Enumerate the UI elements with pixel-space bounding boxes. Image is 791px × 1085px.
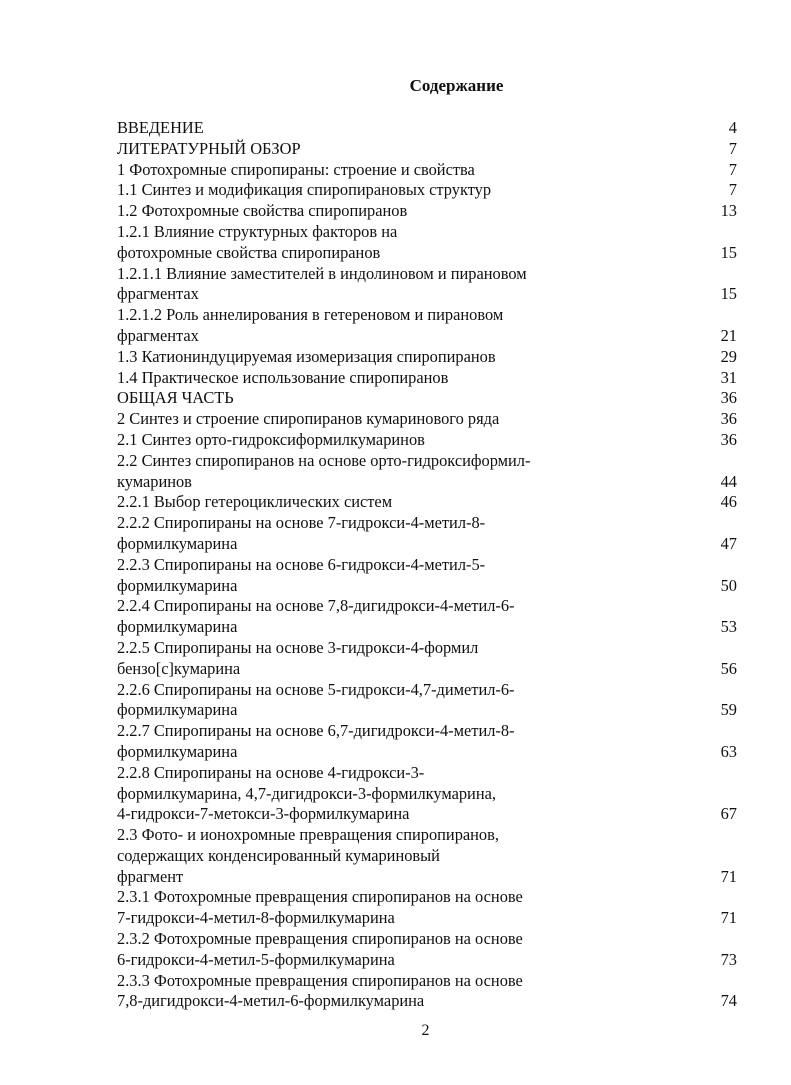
toc-entry-line: 2.1 Синтез орто-гидроксиформилкумаринов xyxy=(117,429,425,449)
toc-entry-title xyxy=(117,555,697,597)
toc-entry xyxy=(117,388,737,409)
toc-entry-title xyxy=(117,409,697,430)
toc-entry-line: 1.4 Практическое использование спиропиранов xyxy=(117,367,449,387)
toc-entry-title xyxy=(117,347,697,368)
toc-entry-page: 31 xyxy=(720,367,737,387)
toc-entry xyxy=(117,596,737,638)
toc-entry xyxy=(117,409,737,430)
toc-entry-page: 73 xyxy=(720,949,737,969)
toc-entry-title xyxy=(117,305,697,347)
toc-entry-page: 29 xyxy=(720,346,737,366)
page-number: 2 xyxy=(421,1022,430,1039)
toc-entry-page: 47 xyxy=(720,533,737,553)
toc-entry-line: 2.2.8 Спиропираны на основе 4-гидрокси-3- xyxy=(117,762,425,782)
toc-entry-line: 1.2.1.1 Влияние заместителей в индолиновом и пирановом xyxy=(117,263,527,283)
toc-entry-page: 7 xyxy=(728,159,737,179)
toc-entry-title xyxy=(117,825,697,887)
toc-entry xyxy=(117,763,737,825)
toc-entry xyxy=(117,368,737,389)
toc-entry xyxy=(117,555,737,597)
toc-entry-title xyxy=(117,160,697,181)
toc-entry-page: 63 xyxy=(720,741,737,761)
toc-entry xyxy=(117,118,737,139)
toc-entry xyxy=(117,160,737,181)
toc-entry-page: 7 xyxy=(728,180,737,200)
toc-entry-page: 15 xyxy=(720,242,737,262)
toc-entry xyxy=(117,347,737,368)
toc-entry-line: 2.2 Синтез спиропиранов на основе орто-гидроксиформил- xyxy=(117,450,531,470)
toc-entry-line: фрагмент xyxy=(117,866,184,886)
toc-entry-line: 2.2.3 Спиропираны на основе 6-гидрокси-4-метил-5- xyxy=(117,554,486,574)
toc-entry-line: формилкумарина xyxy=(117,575,238,595)
toc-entry-title xyxy=(117,118,697,139)
toc-entry xyxy=(117,513,737,555)
toc-entry-line: формилкумарина xyxy=(117,700,238,720)
toc-entry-line: фрагментах xyxy=(117,284,199,304)
toc-entry-title xyxy=(117,180,697,201)
toc-entry-page: 53 xyxy=(720,617,737,637)
toc-entry-line: 2.3.3 Фотохромные превращения спиропиранов на основе xyxy=(117,970,523,990)
toc-entry-line: формилкумарина xyxy=(117,533,238,553)
toc-entry xyxy=(117,201,737,222)
toc-entry-page: 59 xyxy=(720,700,737,720)
toc-entry-line: 6-гидрокси-4-метил-5-формилкумарина xyxy=(117,949,395,969)
toc-entry xyxy=(117,680,737,722)
toc-entry-page: 4 xyxy=(728,118,737,137)
toc-entry-line: 2 Синтез и строение спиропиранов кумаринового ряда xyxy=(117,409,500,429)
toc-entry xyxy=(117,887,737,929)
toc-entry-title xyxy=(117,201,697,222)
toc-entry xyxy=(117,264,737,306)
toc-entry-page: 13 xyxy=(720,201,737,221)
toc-entry-line: 1.1 Синтез и модификация спиропирановых структур xyxy=(117,180,492,200)
toc-entry-page: 46 xyxy=(720,492,737,512)
toc-entry xyxy=(117,222,737,264)
toc-entry-title xyxy=(117,139,697,160)
toc-entry-line: 1.2.1.2 Роль аннелирования в гетереновом и пирановом xyxy=(117,305,504,325)
toc-entry-title xyxy=(117,971,697,1013)
toc-entry-title xyxy=(117,929,697,971)
toc-entry xyxy=(117,139,737,160)
toc-entry-line: 1.2.1 Влияние структурных факторов на xyxy=(117,221,398,241)
toc-entry-title xyxy=(117,513,697,555)
toc-entry-page: 50 xyxy=(720,575,737,595)
toc-entry-page: 36 xyxy=(720,409,737,429)
toc-entry-line: 2.3.2 Фотохромные превращения спиропиранов на основе xyxy=(117,929,523,949)
toc-entry-page: 67 xyxy=(720,804,737,824)
page-title: Содержание xyxy=(409,76,504,95)
toc-entry xyxy=(117,929,737,971)
toc-entry-line: 2.2.5 Спиропираны на основе 3-гидрокси-4-формил xyxy=(117,637,479,657)
toc-entry-title xyxy=(117,638,697,680)
toc-entry-line: формилкумарина, 4,7-дигидрокси-3-формилкумарина, xyxy=(117,783,496,803)
toc-entry-title xyxy=(117,264,697,306)
toc-entry-page: 36 xyxy=(720,388,737,408)
toc-entry-title xyxy=(117,451,697,493)
toc-entry-page: 21 xyxy=(720,325,737,345)
toc-entry xyxy=(117,180,737,201)
toc-entry-line: 7-гидрокси-4-метил-8-формилкумарина xyxy=(117,908,395,928)
toc-entry-line: ЛИТЕРАТУРНЫЙ ОБЗОР xyxy=(117,138,301,158)
toc-entry-line: фотохромные свойства спиропиранов xyxy=(117,242,381,262)
toc-entry-line: содержащих конденсированный кумариновый xyxy=(117,845,440,865)
toc-entry xyxy=(117,971,737,1013)
toc-entry-page: 15 xyxy=(720,284,737,304)
toc-entry-line: 2.2.7 Спиропираны на основе 6,7-дигидрокси-4-метил-8- xyxy=(117,721,515,741)
toc-entry-title xyxy=(117,368,697,389)
toc-entry-line: 2.2.1 Выбор гетероциклических систем xyxy=(117,492,393,512)
toc-entry xyxy=(117,451,737,493)
toc-entry-line: 7,8-дигидрокси-4-метил-6-формилкумарина xyxy=(117,991,425,1011)
toc-entry-line: 2.2.6 Спиропираны на основе 5-гидрокси-4,7-диметил-6- xyxy=(117,679,515,699)
toc-entry-page: 44 xyxy=(720,471,737,491)
toc-entry-title xyxy=(117,763,697,825)
toc-entry-page: 71 xyxy=(720,908,737,928)
toc-entry-line: 2.2.4 Спиропираны на основе 7,8-дигидрокси-4-метил-6- xyxy=(117,596,515,616)
toc-entry-line: 1.2 Фотохромные свойства спиропиранов xyxy=(117,201,408,221)
toc-entry-line: фрагментах xyxy=(117,325,199,345)
toc-entry xyxy=(117,430,737,451)
toc-entry-page: 7 xyxy=(728,138,737,158)
toc-entry-title xyxy=(117,721,697,763)
toc-entry-title xyxy=(117,430,697,451)
toc-entry-line: 2.2.2 Спиропираны на основе 7-гидрокси-4-метил-8- xyxy=(117,513,486,533)
toc-entry-page: 74 xyxy=(720,991,737,1011)
toc-entry-line: 1.3 Катиониндуцируемая изомеризация спиропиранов xyxy=(117,346,496,366)
toc-entry-line: формилкумарина xyxy=(117,741,238,761)
toc-entry-line: 1 Фотохромные спиропираны: строение и свойства xyxy=(117,159,475,179)
toc-entry-line: бензо[с]кумарина xyxy=(117,658,241,678)
toc-entry-page: 71 xyxy=(720,866,737,886)
toc-entry-line: ВВЕДЕНИЕ xyxy=(117,118,204,137)
table-of-contents xyxy=(117,118,737,1012)
toc-entry-title xyxy=(117,388,697,409)
toc-entry-title xyxy=(117,222,697,264)
toc-entry-line: кумаринов xyxy=(117,471,192,491)
toc-entry xyxy=(117,492,737,513)
toc-entry-line: формилкумарина xyxy=(117,617,238,637)
toc-entry-title xyxy=(117,680,697,722)
toc-entry-line: ОБЩАЯ ЧАСТЬ xyxy=(117,388,234,408)
toc-entry-line: 4-гидрокси-7-метокси-3-формилкумарина xyxy=(117,804,410,824)
toc-entry-title xyxy=(117,887,697,929)
toc-entry-title xyxy=(117,492,697,513)
toc-entry xyxy=(117,305,737,347)
toc-entry xyxy=(117,721,737,763)
toc-entry-page: 36 xyxy=(720,429,737,449)
toc-entry-title xyxy=(117,596,697,638)
toc-entry xyxy=(117,638,737,680)
toc-entry-line: 2.3 Фото- и ионохромные превращения спиропиранов, xyxy=(117,825,499,845)
toc-entry-page: 56 xyxy=(720,658,737,678)
toc-entry-line: 2.3.1 Фотохромные превращения спиропиранов на основе xyxy=(117,887,523,907)
toc-entry xyxy=(117,825,737,887)
